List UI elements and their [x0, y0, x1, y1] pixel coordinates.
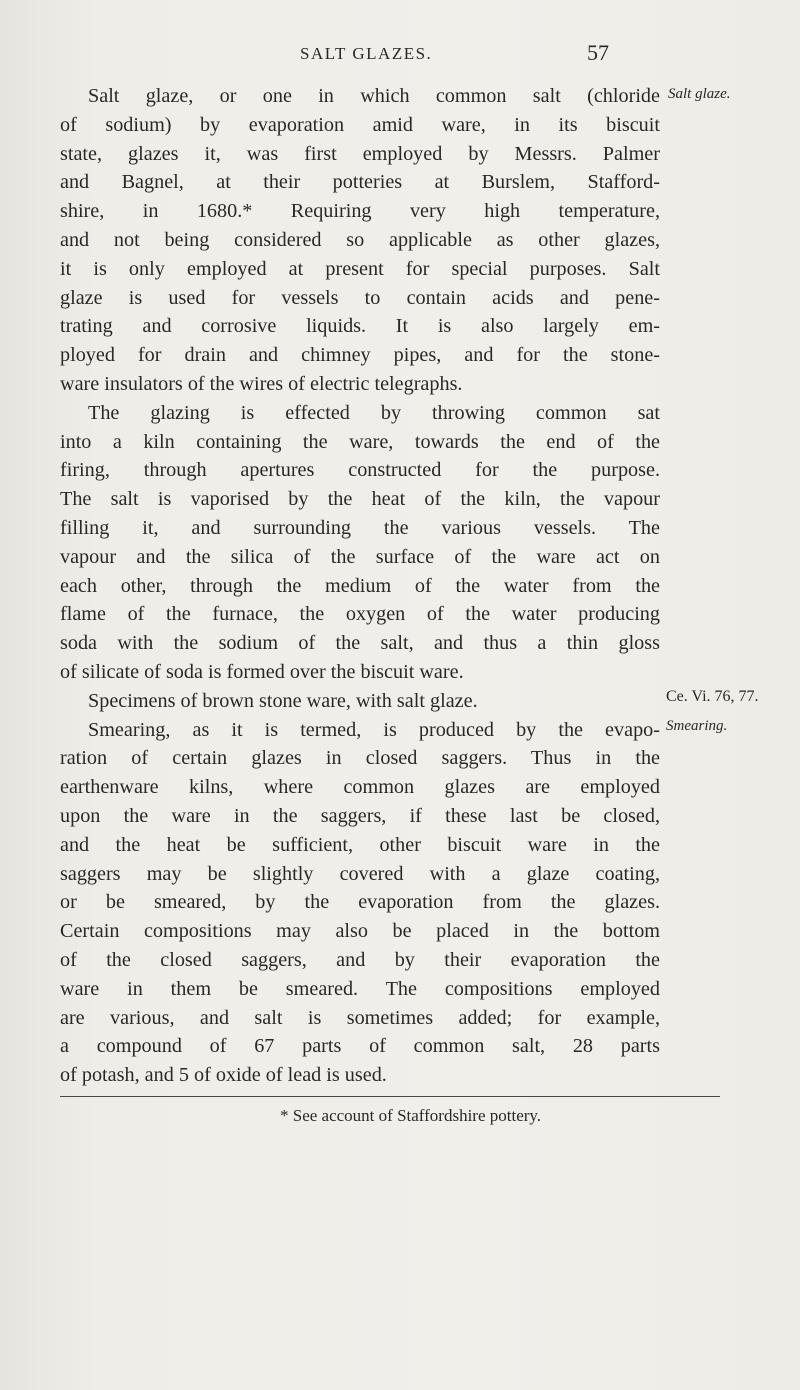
margin-note-reference: Ce. Vi. 76, 77. [666, 688, 759, 705]
text-line: ware in them be smeared. The compositions employed [60, 977, 660, 1000]
text-line: Specimens of brown stone ware, with salt glaze. [88, 689, 478, 712]
text-line: upon the ware in the saggers, if these last be closed, [60, 804, 660, 827]
text-line: flame of the furnace, the oxygen of the water producing [60, 603, 660, 626]
text-line: shire, in 1680.* Requiring very high temperature, [60, 200, 660, 223]
text-line: firing, through apertures constructed for the purpose. [60, 459, 660, 482]
text-line: it is only employed at present for special purposes. Salt [60, 257, 660, 280]
text-line: a compound of 67 parts of common salt, 28 parts [60, 1035, 660, 1058]
text-line: of potash, and 5 of oxide of lead is used. [60, 1064, 387, 1087]
running-head [0, 40, 800, 74]
page-number: 57 [587, 40, 609, 65]
body-text [60, 82, 660, 1090]
margin-note-salt-glaze: Salt glaze. [668, 86, 731, 102]
text-line: trating and corrosive liquids. It is also largely em- [60, 315, 660, 338]
text-line: filling it, and surrounding the various vessels. The [60, 516, 660, 539]
text-line: Salt glaze, or one in which common salt (chloride [88, 85, 660, 107]
text-line: ployed for drain and chimney pipes, and for the stone- [60, 344, 660, 367]
margin-note-smearing: Smearing. [666, 718, 728, 734]
text-line: into a kiln containing the ware, towards the end of the [60, 430, 660, 453]
text-line: each other, through the medium of the water from the [60, 574, 660, 597]
text-line: Certain compositions may also be placed in the bottom [60, 920, 660, 943]
text-line: of silicate of soda is formed over the biscuit ware. [60, 660, 464, 683]
text-line: and the heat be sufficient, other biscuit ware in the [60, 833, 660, 856]
text-line: or be smeared, by the evaporation from the glazes. [60, 891, 660, 914]
text-line: earthenware kilns, where common glazes are employed [60, 776, 660, 799]
text-line: and Bagnel, at their potteries at Burslem, Stafford- [60, 171, 660, 194]
text-line: ration of certain glazes in closed saggers. Thus in the [60, 747, 660, 770]
text-line: saggers may be slightly covered with a glaze coating, [60, 862, 660, 885]
text-line: Smearing, as it is termed, is produced by the evapo- [88, 718, 660, 741]
text-line: soda with the sodium of the salt, and thus a thin gloss [60, 632, 660, 655]
text-line: The salt is vaporised by the heat of the kiln, the vapour [60, 488, 660, 511]
running-title: SALT GLAZES. [300, 44, 433, 63]
text-line: of sodium) by evaporation amid ware, in its biscuit [60, 113, 660, 136]
text-line: state, glazes it, was first employed by Messrs. Palmer [60, 142, 660, 165]
text-line: ware insulators of the wires of electric telegraphs. [60, 372, 463, 395]
footnote-rule [60, 1096, 720, 1097]
text-line: of the closed saggers, and by their evaporation the [60, 948, 660, 971]
footnote: * See account of Staffordshire pottery. [280, 1106, 542, 1125]
text-line: vapour and the silica of the surface of the ware act on [60, 545, 660, 568]
text-line: glaze is used for vessels to contain acids and pene- [60, 286, 660, 309]
text-line: and not being considered so applicable as other glazes, [60, 228, 660, 251]
text-line: are various, and salt is sometimes added; for example, [60, 1006, 660, 1029]
text-line: The glazing is effected by throwing common sat [88, 401, 660, 424]
